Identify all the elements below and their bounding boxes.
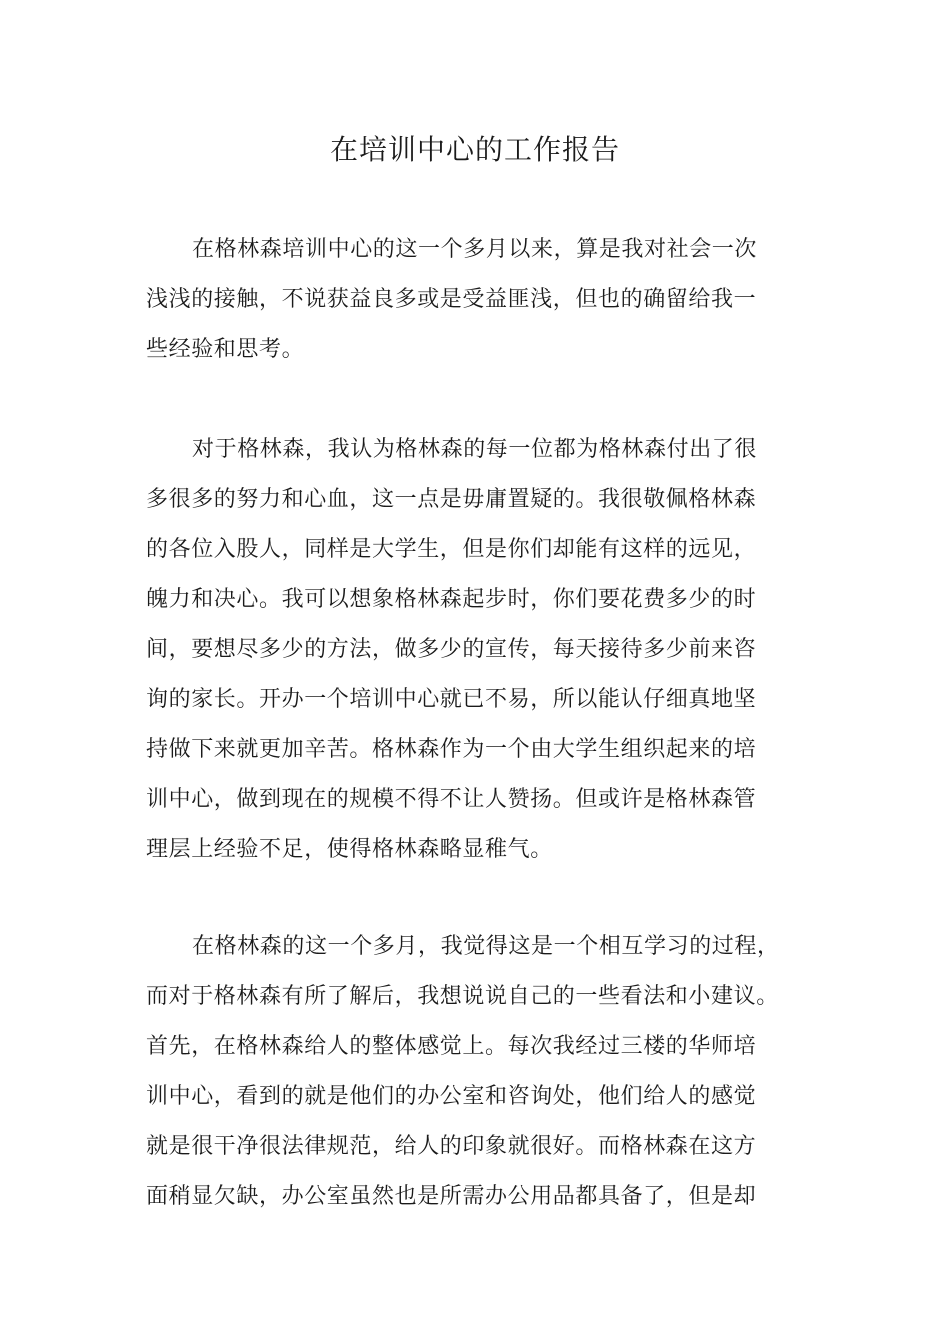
paragraph-line: 首先，在格林森给人的整体感觉上。每次我经过三楼的华师培 bbox=[146, 1034, 757, 1059]
paragraph-line: 而对于格林森有所了解后，我想说说自己的一些看法和小建议。 bbox=[146, 984, 779, 1009]
paragraph bbox=[146, 922, 812, 1222]
paragraph-line: 面稍显欠缺，办公室虽然也是所需办公用品都具备了，但是却 bbox=[146, 1184, 757, 1209]
paragraph-line: 询的家长。开办一个培训中心就已不易，所以能认仔细真地坚 bbox=[146, 687, 757, 712]
paragraph-line: 持做下来就更加辛苦。格林森作为一个由大学生组织起来的培 bbox=[146, 737, 757, 762]
paragraph-line: 多很多的努力和心血，这一点是毋庸置疑的。我很敬佩格林森 bbox=[146, 487, 757, 512]
document-title: 在培训中心的工作报告 bbox=[329, 133, 620, 166]
paragraph-line: 就是很干净很法律规范，给人的印象就很好。而格林森在这方 bbox=[146, 1134, 757, 1159]
paragraph bbox=[146, 425, 812, 875]
paragraph-line: 训中心，做到现在的规模不得不让人赞扬。但或许是格林森管 bbox=[146, 787, 757, 812]
paragraph-line: 魄力和决心。我可以想象格林森起步时，你们要花费多少的时 bbox=[146, 587, 757, 612]
paragraph-line: 些经验和思考。 bbox=[146, 337, 305, 362]
paragraph bbox=[146, 225, 812, 375]
paragraph-line: 理层上经验不足，使得格林森略显稚气。 bbox=[146, 837, 553, 862]
paragraph-line: 训中心，看到的就是他们的办公室和咨询处，他们给人的感觉 bbox=[146, 1084, 757, 1109]
paragraph-line: 对于格林森，我认为格林森的每一位都为格林森付出了很 bbox=[192, 437, 758, 462]
paragraph-line: 浅浅的接触，不说获益良多或是受益匪浅，但也的确留给我一 bbox=[146, 287, 757, 312]
paragraph-line: 在格林森的这一个多月，我觉得这是一个相互学习的过程， bbox=[192, 934, 780, 959]
paragraph-line: 在格林森培训中心的这一个多月以来，算是我对社会一次 bbox=[192, 237, 758, 262]
paragraph-line: 间，要想尽多少的方法，做多少的宣传，每天接待多少前来咨 bbox=[146, 637, 757, 662]
paragraph-line: 的各位入股人，同样是大学生，但是你们却能有这样的远见， bbox=[146, 537, 757, 562]
